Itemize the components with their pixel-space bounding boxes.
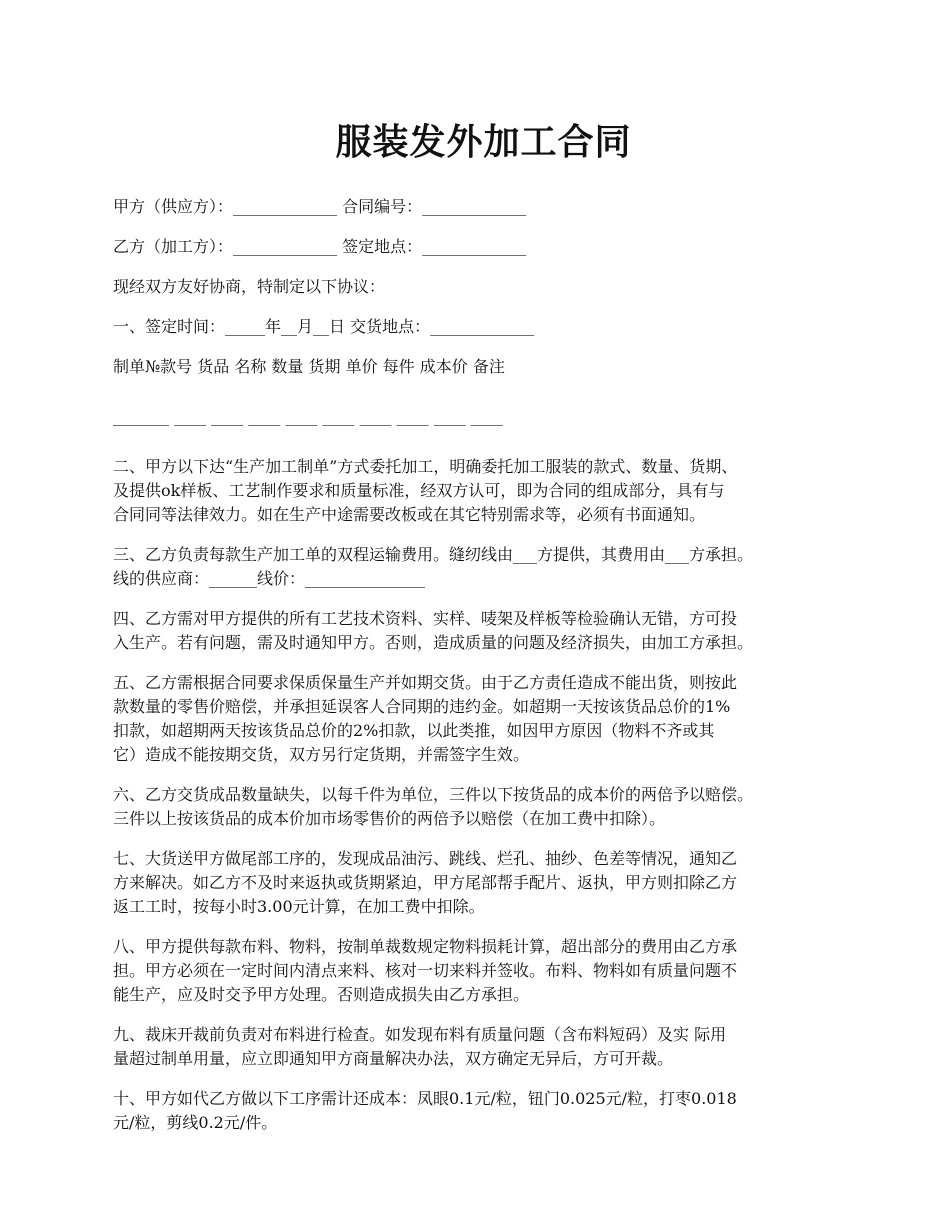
clause-line: 及提供ok样板、工艺制作要求和质量标准，经双方认可，即为合同的组成部分，具有与 [113,481,725,500]
clause-line: 五、乙方需根据合同要求保质保量生产并如期交货。由于乙方责任造成不能出货，则按此 [113,673,738,692]
clause-line: 返工工时，按每小时3.00元计算，在加工费中扣除。 [113,897,485,916]
clause-line: 十、甲方如代乙方做以下工序需计还成本：凤眼0.1元/粒，钮门0.025元/粒，打枣0.018 [113,1089,737,1108]
order-table-header: 制单№款号 货品 名称 数量 货期 单价 每件 成本价 备注 [113,357,505,376]
clause-line: 八、甲方提供每款布料、物料，按制单裁数规定物料损耗计算，超出部分的费用由乙方承 [113,937,738,956]
clause-line: 能生产，应及时交予甲方处理。否则造成损失由乙方承担。 [113,985,530,1004]
clause-line: 方来解决。如乙方不及时来返执或货期紧迫，甲方尾部帮手配片、返执，甲方则扣除乙方 [113,873,738,892]
clause-line: 二、甲方以下达“生产加工制单”方式委托加工，明确委托加工服装的款式、数量、货期、 [113,457,738,476]
clause-10 [113,1087,854,1135]
order-table-blanks: _______ ____ ____ ____ ____ ____ ____ ____ ____ ____ [113,407,503,426]
clause-line: 三件以上按该货品的成本价加市场零售价的两倍予以赔偿（在加工费中扣除）。 [113,809,666,828]
clause-2 [113,455,854,527]
clause-line: 六、乙方交货成品数量缺失，以每千件为单位，三件以下按货品的成本价的两倍予以赔偿。 [113,785,754,804]
signing-time-line: 一、签定时间：_____年__月__日 交货地点：_____________ [113,317,535,336]
clause-line: 量超过制单用量，应立即通知甲方商量解决办法，双方确定无异后，方可开裁。 [113,1049,674,1068]
clause-3 [113,543,854,591]
clause-6 [113,783,854,831]
clause-line: 款数量的零售价赔偿，并承担延误客人合同期的违约金。如超期一天按该货品总价的1% [113,697,731,716]
clause-line: 它）造成不能按期交货，双方另行定货期，并需签字生效。 [113,745,530,764]
clause-line: 线的供应商：______线价：_______________ [113,569,426,588]
clause-line: 四、乙方需对甲方提供的所有工艺技术资料、实样、唛架及样板等检验确认无错，方可投 [113,609,738,628]
clause-line: 元/粒，剪线0.2元/件。 [113,1113,278,1132]
clause-line: 担。甲方必须在一定时间内清点来料、核对一切来料并签收。布料、物料如有质量问题不 [113,961,738,980]
clause-7 [113,847,854,919]
clause-line: 合同同等法律效力。如在生产中途需要改板或在其它特别需求等，必须有书面通知。 [113,505,706,524]
clause-4 [113,607,854,655]
clause-line: 入生产。若有问题，需及时通知甲方。否则，造成质量的问题及经济损失，由加工方承担。 [113,633,754,652]
party-b-line: 乙方（加工方）：_____________ 签定地点：_____________ [113,237,527,256]
party-a-line: 甲方（供应方）：_____________ 合同编号：_____________ [113,197,527,216]
agreement-intro: 现经双方友好协商，特制定以下协议： [113,277,386,296]
clause-line: 七、大货送甲方做尾部工序的，发现成品油污、跳线、烂孔、抽纱、色差等情况，通知乙 [113,849,738,868]
clause-line: 扣款，如超期两天按该货品总价的2%扣款，以此类推，如因甲方原因（物料不齐或其 [113,721,715,740]
clause-8 [113,935,854,1007]
clause-9 [113,1023,854,1071]
clause-line: 九、裁床开裁前负责对布料进行检查。如发现布料有质量问题（含布料短码）及实 际用 [113,1025,727,1044]
clause-5 [113,671,854,767]
clause-line: 三、乙方负责每款生产加工单的双程运输费用。缝纫线由___方提供，其费用由___方承担。 [113,545,754,564]
document-title: 服装发外加工合同 [335,121,632,163]
